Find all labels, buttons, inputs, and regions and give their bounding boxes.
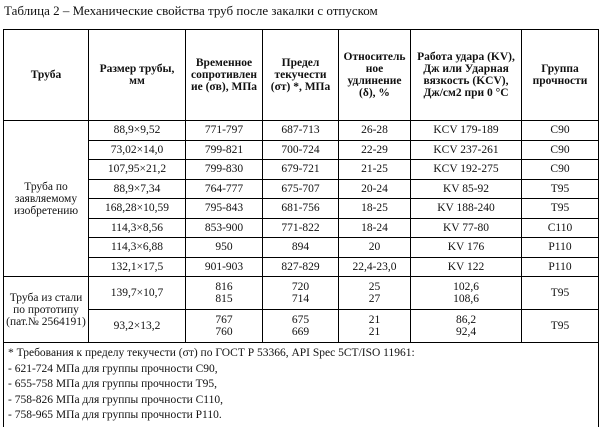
cell-elongation: 21-25 — [339, 160, 411, 180]
cell-yield: 679-721 — [263, 160, 339, 180]
value-a: 25 — [368, 281, 381, 293]
table-row — [4, 121, 599, 141]
cell-yield: 681-756 — [263, 199, 339, 219]
value-b: 669 — [291, 326, 310, 338]
cell-tensile: 771-797 — [186, 121, 263, 141]
table-row — [4, 199, 599, 219]
cell-tensile: 795-843 — [186, 199, 263, 219]
value-b: 815 — [215, 293, 233, 305]
notes-cell — [4, 343, 599, 427]
cell-impact — [411, 310, 522, 343]
value-a: 767 — [215, 314, 233, 326]
cell-elongation: 18-24 — [339, 218, 411, 238]
cell-tensile: 799-821 — [186, 140, 263, 160]
cell-impact: KV 85-92 — [411, 179, 522, 199]
header-elongation: Относитель ное удлинение (δ), % — [339, 30, 411, 121]
cell-size: 168,28×10,59 — [89, 199, 186, 219]
cell-grade: T95 — [522, 310, 599, 343]
cell-grade: T95 — [522, 179, 599, 199]
cell-elongation — [339, 277, 411, 310]
cell-size: 88,9×9,52 — [89, 121, 186, 141]
cell-elongation: 22,4-23,0 — [339, 257, 411, 277]
cell-grade: P110 — [522, 257, 599, 277]
cell-grade: P110 — [522, 238, 599, 258]
cell-elongation: 18-25 — [339, 199, 411, 219]
cell-yield: 687-713 — [263, 121, 339, 141]
cell-grade: C90 — [522, 160, 599, 180]
cell-size: 88,9×7,34 — [89, 179, 186, 199]
cell-elongation: 20 — [339, 238, 411, 258]
note-line: - 621-724 МПа для группы прочности C90, — [8, 362, 218, 375]
cell-impact: KV 188-240 — [411, 199, 522, 219]
value-b: 27 — [368, 293, 381, 305]
mechanical-properties-table — [3, 29, 599, 427]
cell-impact: KV 176 — [411, 238, 522, 258]
cell-size: 107,95×21,2 — [89, 160, 186, 180]
cell-yield: 771-822 — [263, 218, 339, 238]
table-row — [4, 310, 599, 343]
group-prototype-label: Труба из стали по прототипу (пат.№ 2564191) — [4, 277, 89, 343]
table-row — [4, 257, 599, 277]
cell-grade: T95 — [522, 277, 599, 310]
value-a: 86,2 — [455, 314, 477, 326]
cell-elongation — [339, 310, 411, 343]
cell-impact — [411, 277, 522, 310]
table-row — [4, 238, 599, 258]
table-row — [4, 160, 599, 180]
cell-impact: KCV 192-275 — [411, 160, 522, 180]
note-line: - 758-826 МПа для группы прочности C110, — [8, 393, 224, 406]
notes-row — [4, 343, 599, 427]
value-b: 760 — [215, 326, 233, 338]
value-b: 714 — [291, 293, 310, 305]
cell-grade: C90 — [522, 140, 599, 160]
cell-yield — [263, 277, 339, 310]
cell-tensile — [186, 310, 263, 343]
table-caption: Таблица 2 – Механические свойства труб после закалки с отпуском — [4, 3, 378, 18]
cell-size: 73,02×14,0 — [89, 140, 186, 160]
cell-impact: KCV 179-189 — [411, 121, 522, 141]
cell-yield — [263, 310, 339, 343]
value-a: 675 — [291, 314, 310, 326]
cell-tensile: 901-903 — [186, 257, 263, 277]
cell-elongation: 26-28 — [339, 121, 411, 141]
cell-yield: 675-707 — [263, 179, 339, 199]
table-row — [4, 277, 599, 310]
cell-tensile: 799-830 — [186, 160, 263, 180]
cell-tensile: 853-900 — [186, 218, 263, 238]
cell-tensile — [186, 277, 263, 310]
cell-impact: KV 77-80 — [411, 218, 522, 238]
cell-tensile: 950 — [186, 238, 263, 258]
cell-yield: 827-829 — [263, 257, 339, 277]
cell-size: 139,7×10,7 — [89, 277, 186, 310]
header-tensile: Временное сопротивлен ие (σв), МПа — [186, 30, 263, 121]
value-a: 720 — [291, 281, 310, 293]
cell-size: 114,3×6,88 — [89, 238, 186, 258]
header-grade: Группа прочности — [522, 30, 599, 121]
cell-grade: C90 — [522, 121, 599, 141]
cell-grade: T95 — [522, 199, 599, 219]
cell-size: 93,2×13,2 — [89, 310, 186, 343]
header-pipe: Труба — [4, 30, 89, 121]
cell-impact: KCV 237-261 — [411, 140, 522, 160]
cell-yield: 700-724 — [263, 140, 339, 160]
header-row — [4, 30, 599, 121]
cell-grade: C110 — [522, 218, 599, 238]
note-line: - 655-758 МПа для группы прочности T95, — [8, 378, 218, 390]
header-size: Размер трубы, мм — [89, 30, 186, 121]
cell-tensile: 764-777 — [186, 179, 263, 199]
cell-elongation: 22-29 — [339, 140, 411, 160]
cell-size: 132,1×17,5 — [89, 257, 186, 277]
header-yield: Предел текучести (σт) *, МПа — [263, 30, 339, 121]
table-row — [4, 218, 599, 238]
value-b: 21 — [368, 326, 381, 338]
group-invention-label: Труба по заявляемому изобретению — [4, 121, 89, 277]
cell-size: 114,3×8,56 — [89, 218, 186, 238]
cell-yield: 894 — [263, 238, 339, 258]
table-row — [4, 140, 599, 160]
note-line: * Требования к пределу текучести (σт) по ГОСТ Р 53366, API Spec 5CT/ISO 11961: — [8, 347, 415, 359]
value-a: 102,6 — [453, 281, 479, 293]
cell-elongation: 20-24 — [339, 179, 411, 199]
value-a: 21 — [368, 314, 381, 326]
value-b: 92,4 — [455, 326, 477, 338]
cell-impact: KV 122 — [411, 257, 522, 277]
table-row — [4, 179, 599, 199]
value-b: 108,6 — [453, 293, 479, 305]
note-line: - 758-965 МПа для группы прочности P110. — [8, 409, 222, 421]
header-impact: Работа удара (KV), Дж или Ударная вязкость (KCV), Дж/см2 при 0 °С — [411, 30, 522, 121]
value-a: 816 — [215, 281, 233, 293]
